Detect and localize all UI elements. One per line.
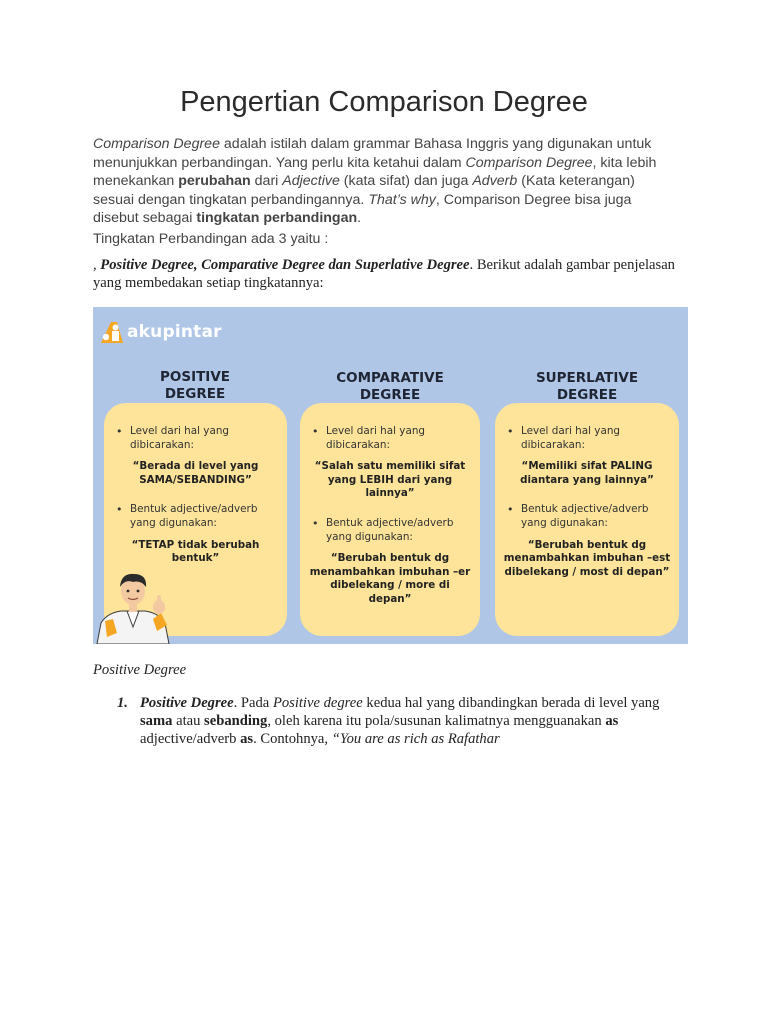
heading-line: SUPERLATIVE: [535, 370, 639, 386]
text-run: atau: [172, 713, 205, 729]
text-run: adjective/adverb: [140, 731, 241, 747]
list-number: 1.: [117, 695, 128, 711]
bullet-form: • Bentuk adjective/adverb yang digunakan:: [503, 503, 671, 530]
term-comparison-degree: Comparison Degree: [465, 154, 593, 171]
text-run: . Berikut adalah gambar penjelasan yang membedakan setiap tingkatannya:: [93, 257, 675, 291]
degree-names: Positive Degree, Comparative Degree dan Superlative Degree: [100, 257, 470, 273]
term-adverb: Adverb: [472, 173, 518, 189]
form-description: “Berubah bentuk dg menambahkan imbuhan –er dibelekang / more di depan”: [309, 552, 471, 605]
heading-line: DEGREE: [359, 387, 421, 403]
bullet-form: • Bentuk adjective/adverb yang digunakan:: [112, 503, 279, 530]
bullet-level: • Level dari hal yang dibicarakan:: [112, 425, 279, 452]
heading-line: COMPARATIVE: [336, 370, 444, 386]
comparison-degree-infographic: [93, 307, 688, 644]
heading-line: DEGREE: [556, 387, 618, 403]
term-tingkatan: tingkatan perbandingan: [196, 210, 358, 226]
text-run: , kita lebih menekankan: [93, 154, 657, 189]
level-description: “Berada di level yang SAMA/SEBANDING”: [132, 460, 259, 486]
heading-line: POSITIVE: [159, 369, 231, 385]
text-run: kedua hal yang dibandingkan berada di level yang: [362, 695, 660, 711]
bullet-level: • Level dari hal yang dibicarakan:: [503, 425, 671, 452]
term-as: as: [240, 731, 254, 747]
comparative-degree-heading: [299, 370, 481, 404]
term-positive-degree-lc: Positive degree: [272, 695, 363, 711]
list-item: [117, 694, 677, 748]
level-description: “Salah satu memiliki sifat yang LEBIH dari yang lainnya”: [314, 460, 466, 500]
superlative-degree-heading: [495, 370, 679, 404]
intro-paragraph: [93, 135, 673, 228]
term-adjective: Adjective: [282, 173, 340, 189]
page-title: Pengertian Comparison Degree: [180, 86, 588, 118]
levels-intro: Tingkatan Perbandingan ada 3 yaitu :: [93, 231, 329, 247]
comparative-degree-card: [300, 403, 480, 636]
text-run: dari: [250, 173, 283, 189]
text-run: (Kata keterangan) sesuai dengan tingkatan perbandingannya.: [93, 173, 635, 208]
section-label: [93, 661, 683, 679]
text-run: (kata sifat) dan juga: [339, 173, 473, 189]
example-sentence: “You are as rich as Rafathar: [331, 731, 500, 747]
list-item-body: [140, 694, 677, 748]
akupintar-logo-icon: [99, 319, 125, 345]
text-run: adalah istilah dalam grammar Bahasa Inggris yang digunakan untuk menunjukkan perbandingan. Yang perlu kita ketahui dalam: [93, 136, 652, 171]
form-description: “TETAP tidak berubah bentuk”: [131, 538, 260, 565]
level-description: “Memiliki sifat PALING diantara yang lainnya”: [520, 460, 654, 486]
term-sama: sama: [140, 713, 173, 729]
term-positive-degree: Positive Degree: [140, 695, 234, 711]
text-run: .: [357, 210, 362, 226]
form-description: “Berubah bentuk dg menambahkan imbuhan –est dibelekang / most di depan”: [503, 538, 671, 578]
text-run: . Pada: [233, 695, 273, 711]
term-sebanding: sebanding: [204, 713, 268, 729]
text-run: . Contohnya,: [253, 731, 332, 747]
logo-text: akupintar: [127, 322, 222, 342]
text-run: , oleh karena itu pola/susunan kalimatnya mengguanakan: [267, 713, 606, 729]
heading-line: DEGREE: [164, 386, 226, 402]
term-as: as: [605, 713, 619, 729]
text-run: , Comparison Degree bisa juga disebut sebagai: [93, 191, 632, 226]
mascot-illustration: [93, 569, 175, 644]
positive-degree-heading: [103, 369, 287, 403]
superlative-degree-card: [495, 403, 679, 636]
akupintar-logo: [99, 315, 222, 349]
term-thats-why: That’s why: [368, 191, 436, 208]
term-perubahan: perubahan: [178, 173, 251, 189]
text-run: ,: [93, 257, 101, 273]
term-comparison-degree: Comparison Degree: [93, 136, 220, 152]
bullet-level: • Level dari hal yang dibicarakan:: [308, 425, 472, 452]
levels-list-paragraph: [93, 256, 683, 292]
bullet-form: • Bentuk adjective/adverb yang digunakan:: [308, 517, 472, 544]
section-label-text: Positive Degree: [93, 662, 187, 678]
